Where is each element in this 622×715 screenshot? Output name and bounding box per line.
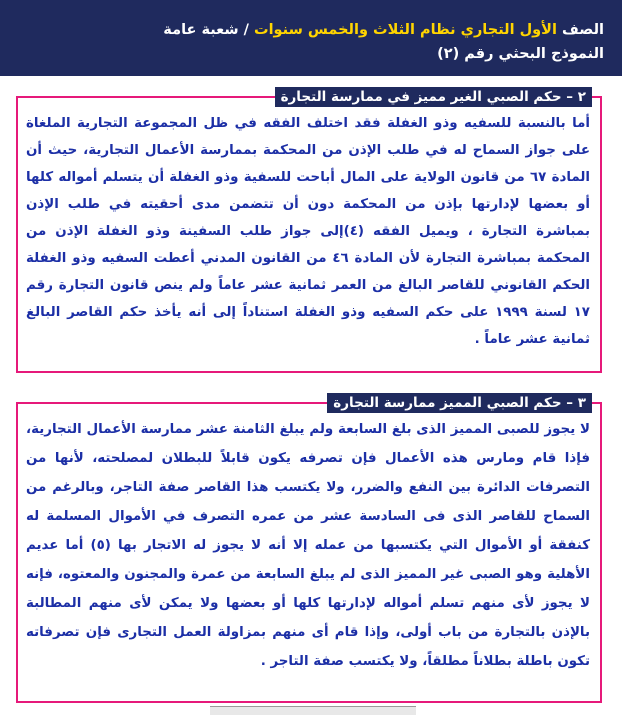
header-line-2: النموذج البحثي رقم (٢) bbox=[437, 46, 604, 62]
header-division: / شعبة عامة bbox=[163, 22, 255, 38]
header-grade-label: الصف bbox=[562, 22, 604, 38]
section-card-2 bbox=[16, 89, 602, 373]
header-system-highlight: الأول التجاري نظام الثلاث والخمس سنوات bbox=[254, 22, 557, 38]
page-header bbox=[0, 0, 622, 76]
section-title: ٢ – حكم الصبي الغير مميز في ممارسة التجارة bbox=[275, 87, 592, 107]
header-line-1 bbox=[18, 18, 604, 42]
bottom-divider bbox=[210, 706, 416, 715]
section-card-3 bbox=[16, 395, 602, 703]
section-body: لا يجوز للصبى المميز الذى بلغ السابعة ولم يبلغ الثامنة عشر ممارسة الأعمال التجارية، فإذا قام ومارس هذه الأعمال فإن تصرفه يكون قابلاً للبطلان لمصلحته، لأنها من التصرفات الدائرة بين النفع والضرر، ولا يكتسب هذا القاصر صفة التاجر، وبالرغم من السماح للقاصر الذى فى السادسة عشر من عمره التصرف في الأموال المسلمة له كنفقة أو الأموال التي يكتسبها من عمله إلا أنه لا يجوز له الاتجار بها (٥) أما عديم الأهلية وهو الصبى غير المميز الذى لم يبلغ السابعة من عمرة والمجنون والمعتوه، فإنه لا يجوز لأى منهم تسلم أمواله لإدارتها كلها أو بعضها ولا يمكن لأى منهم المطالبة بالإذن بالتجارة من باب أولى، وإذا قام أى منهم بمزاولة العمل التجارى فإن تصرفاته تكون باطلة بطلاناً مطلقاً، ولا يكتسب صفة التاجر . bbox=[26, 422, 590, 669]
section-body: أما بالنسبة للسفيه وذو الغفلة فقد اختلف الفقه في ظل المجموعة التجارية الملغاة على جواز السماح له في طلب الإذن من المحكمة بممارسة الأعمال التجارية، حيث أن المادة ٦٧ من قانون الولاية على المال أباحت للسفية وذو الغفلة أن يتسلم أمواله كلها أو بعضها لإدارتها بإذن من المحكمة دون أن تتضمن مدى أحقيته في طلب الإذن بمباشرة التجارة ، ويميل الفقه (٤)إلى جواز طلب السفينة وذو الغفلة الإذن من المحكمة بمباشرة التجارة لأن المادة ٤٦ من القانون المدني أعطت السفيه وذو الغفلة الحكم القانوني للقاصر البالغ من العمر ثمانية عشر عاماً ولم ينص قانون التجارة رقم ١٧ لسنة ١٩٩٩ على حكم السفيه وذو الغفلة استناداً إلى أنه يأخذ حكم القاصر البالغ ثمانية عشر عاماً . bbox=[26, 116, 591, 347]
section-title: ٣ – حكم الصبي المميز ممارسة التجارة bbox=[327, 393, 592, 413]
